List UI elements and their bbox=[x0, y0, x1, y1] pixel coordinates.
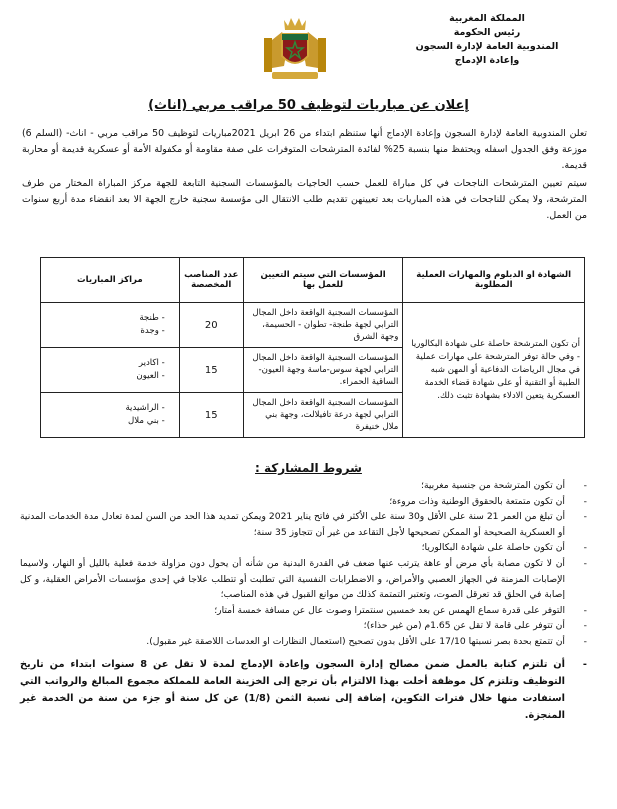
org-line-kingdom: المملكة المغربية bbox=[449, 13, 525, 24]
condition-item bbox=[20, 603, 591, 619]
moroccan-coat-of-arms-icon bbox=[258, 10, 332, 84]
condition-text: التوفر على قدرة سماع الهمس عن بعد خمسين سنتمترا وصوت عال عن مسافة خمسة أمتار؛ bbox=[214, 604, 565, 616]
intro-paragraph-2: سيتم تعيين المترشحات الناجحات في كل مباراة للعمل حسب الحاجيات بالمؤسسات السجنية التابعة للجهة مركز المباراة المختار من طرف المترشحة، ولا يمكن للناجحات في هذه المباريات بعد تعيينهن تقديم طلب الانتقال الى مؤسسة سجنية خارج الجهة الا بعد انقضاء مدة أربع سنوات من العمل. bbox=[22, 178, 587, 221]
condition-item bbox=[20, 540, 591, 556]
condition-text: أن تكون متمتعة بالحقوق الوطنية وذات مروءة؛ bbox=[389, 495, 565, 507]
org-line-delegation: المندوبية العامة لإدارة السجون bbox=[415, 41, 559, 52]
institutions-cell: المؤسسات السجنية الواقعة داخل المجال الترابي لجهة طنجة- تطوان - الحسيمة، وجهة الشرق bbox=[243, 303, 403, 348]
centers-cell bbox=[41, 348, 180, 393]
condition-item bbox=[20, 494, 591, 510]
center-item: - العيون bbox=[45, 370, 165, 383]
condition-item bbox=[20, 556, 591, 603]
positions-table bbox=[40, 257, 585, 438]
positions-cell: 15 bbox=[179, 348, 243, 393]
bullet-dash-icon: - bbox=[583, 557, 587, 569]
bullet-dash-icon: - bbox=[582, 658, 587, 670]
institutions-cell: المؤسسات السجنية الواقعة داخل المجال الترابي لجهة درعة تافيلالت، وجهة بني ملال خنيفرة bbox=[243, 393, 403, 438]
table-header-row bbox=[41, 258, 585, 303]
condition-item bbox=[20, 478, 591, 494]
institutions-cell: المؤسسات السجنية الواقعة داخل المجال الترابي لجهة سوس-ماسة وجهة العيون-الساقية الحمراء. bbox=[243, 348, 403, 393]
bullet-dash-icon: - bbox=[583, 542, 587, 554]
bullet-dash-icon: - bbox=[583, 495, 587, 507]
bullet-dash-icon: - bbox=[583, 511, 587, 523]
bullet-dash-icon: - bbox=[583, 635, 587, 647]
intro-paragraph-1: تعلن المندوبية العامة لإدارة السجون وإعادة الإدماج أنها ستنظم ابتداء من 26 ابريل 2021مباريات لتوظيف 50 مراقب مربي - اناث- (السلم 6) موزعة وفق الجدول اسفله ويحتفظ منها بنسبة 25% لفائدة المترشحات المتوفرات على صفة مقاومة أو مكفولة الأمة أو عسكرية قديمة أو محاربة قديمة. bbox=[22, 128, 587, 171]
commitment-text: أن تلتزم كتابة بالعمل ضمن مصالح إدارة السجون وإعادة الإدماج لمدة لا تقل عن 8 سنوات ابتداء من تاريخ التوظيف وتلتزم كل موظفة أخلت بهذا الالتزام بأن ترجع إلى الخزينة العامة للمملكة مجموع المبالغ والرواتب التي استفادت منها خلال فترات التكوين، إضافة إلى نسبة الثمن (1/8) عن كل سنة أو جزء من سنة من الخدمة غير المنجزة. bbox=[20, 658, 566, 721]
header-qualification: الشهادة او الدبلوم والمهارات العملية المطلوبة bbox=[403, 258, 585, 303]
announcement-title: إعلان عن مباريات لتوظيف 50 مراقب مربي (اناث) bbox=[148, 98, 469, 113]
issuing-organization bbox=[387, 12, 587, 68]
org-line-government: رئيس الحكومة bbox=[453, 27, 521, 38]
centers-cell bbox=[41, 303, 180, 348]
condition-text: أن تتوفر على قامة لا تقل عن 1.65م (من غير حذاء)؛ bbox=[363, 620, 565, 632]
bullet-dash-icon: - bbox=[583, 480, 587, 491]
conditions-list bbox=[20, 478, 591, 724]
positions-cell: 20 bbox=[179, 303, 243, 348]
bullet-dash-icon: - bbox=[583, 620, 587, 632]
center-item: - طنجة bbox=[45, 312, 165, 325]
header-positions: عدد المناصب المخصصة bbox=[179, 258, 243, 303]
table-row bbox=[41, 303, 585, 348]
introduction bbox=[22, 126, 587, 226]
bullet-dash-icon: - bbox=[583, 604, 587, 616]
header-centers: مراكز المباريات bbox=[41, 258, 180, 303]
center-item: - الراشيدية bbox=[45, 402, 165, 415]
announcement-title-wrap bbox=[0, 94, 617, 113]
conditions-title-wrap bbox=[0, 457, 617, 476]
center-item: - اكادير bbox=[45, 357, 165, 370]
condition-text: أن تكون حاصلة على شهادة البكالوريا؛ bbox=[421, 542, 565, 554]
condition-item bbox=[20, 634, 591, 650]
org-line-reintegration: وإعادة الإدماج bbox=[454, 55, 520, 66]
conditions-title: شروط المشاركة : bbox=[255, 461, 362, 475]
condition-text: أن تبلغ من العمر 21 سنة على الأقل و30 سنة على الأكثر في فاتح يناير 2021 ويمكن تمديد هذا الحد من السن لمدة تعادل مدة الخدمات المدنية أو العسكرية الصحيحة أو الممكن تصحيحها لأجل التقاعد من غير أن تتجاوز 35 سنة؛ bbox=[20, 511, 566, 538]
centers-cell bbox=[41, 393, 180, 438]
center-item: - وجدة bbox=[45, 325, 165, 338]
condition-text: أن لا تكون مصابة بأي مرض أو عاهة يترتب عنها ضعف في القدرة البدنية من شأنه أن يحول دون مزاولة خدمة فعلية بالليل أو النهار، ولاسيما الإصابات المزمنة في الجهاز العصبي والأمراض، و الاضطرابات النفسية التي تطلبت أو تتطلب علاجا في إحدى مؤسسات الأمراض العقلية، و كل إصابة في الحلق قد تعرقل الصوت، وتعتبر التمتمة كذلك من موانع القبول في هذه المناصب؛ bbox=[20, 557, 565, 601]
positions-cell: 15 bbox=[179, 393, 243, 438]
condition-item bbox=[20, 509, 591, 540]
header-institutions: المؤسسات التي سيتم التعيين للعمل بها bbox=[243, 258, 403, 303]
condition-item bbox=[20, 618, 591, 634]
condition-text: أن تتمتع بحدة بصر نسبتها 17/10 على الأقل بدون تصحيح (استعمال النظارات او العدسات اللاصقة غير مقبول). bbox=[146, 635, 565, 647]
condition-text: أن تكون المترشحة من جنسية مغربية؛ bbox=[421, 480, 565, 491]
commitment-item bbox=[20, 656, 591, 724]
qualification-cell: أن تكون المترشحة حاصلة على شهادة البكالوريا - وفي حالة توفر المترشحة على مهارات عملية في مجال الرياضات الدفاعية أو المهن شبه الطبية أو التقنية أو على شهادة قضاء الخدمة العسكرية يتعين الادلاء بشهادة تثبت ذلك. bbox=[403, 303, 585, 438]
center-item: - بني ملال bbox=[45, 415, 165, 428]
